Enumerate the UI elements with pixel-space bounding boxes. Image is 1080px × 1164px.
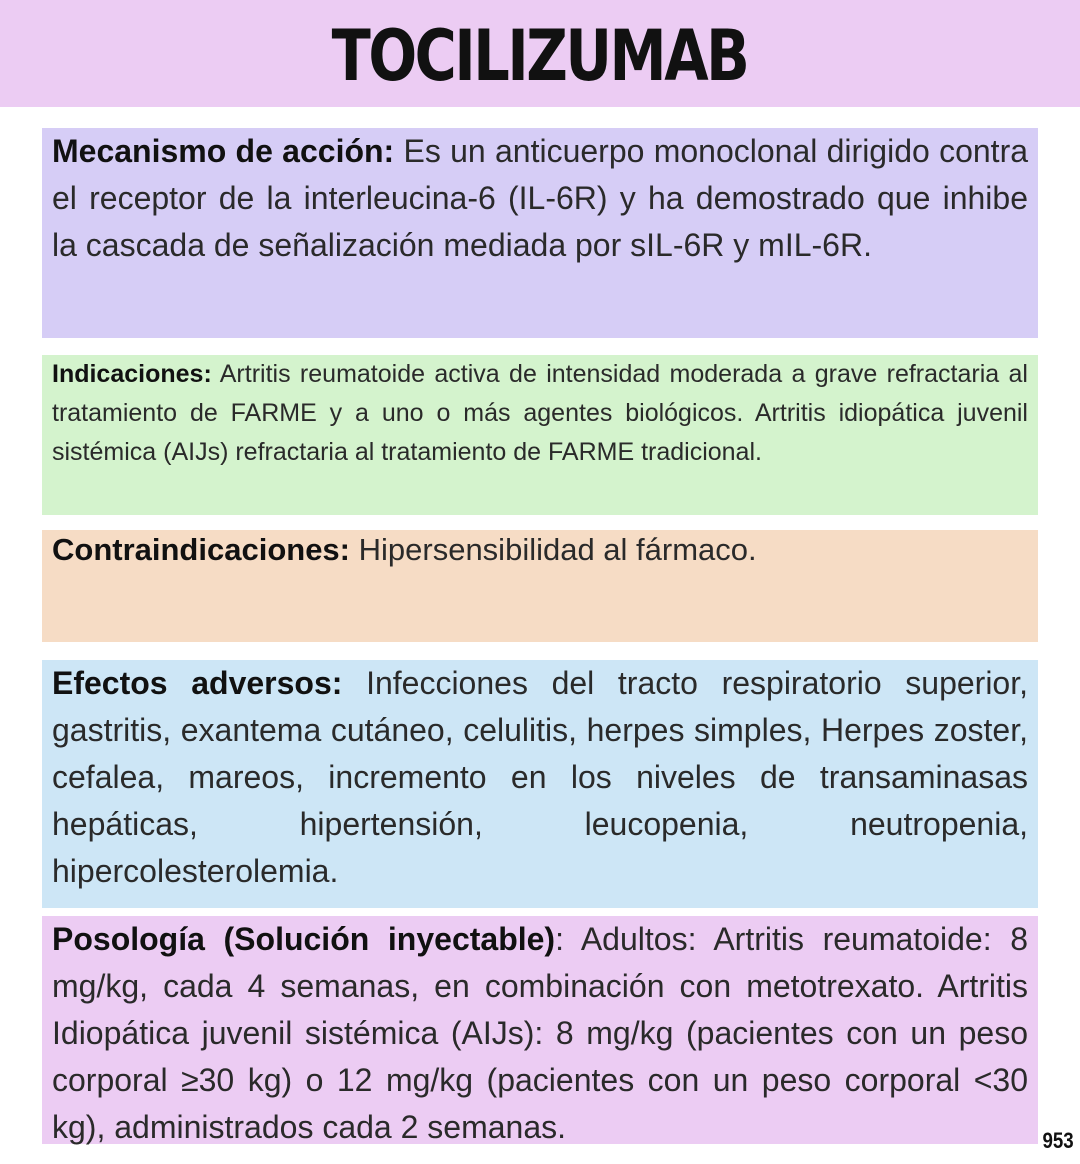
section-mecanismo xyxy=(42,128,1038,338)
section-contraindicaciones xyxy=(42,530,1038,642)
section-indicaciones xyxy=(42,355,1038,515)
section-text: : Adultos: Artritis reumatoide: 8 mg/kg, cada 4 semanas, en combinación con metotrexato. Artritis Idiopática juvenil sistémica (AIJs): 8 mg/kg (pacientes con un peso corporal ≥30 kg) o 12 mg/kg (pacientes con un peso corporal <30 kg), administrados cada 2 semanas. xyxy=(52,921,1029,1145)
section-efectos-adversos xyxy=(42,660,1038,908)
section-label: Posología (Solución inyectable) xyxy=(52,921,556,957)
section-posologia xyxy=(42,916,1038,1144)
title-bar xyxy=(0,0,1080,107)
section-label: Indicaciones: xyxy=(52,360,212,388)
section-label: Efectos adversos: xyxy=(52,665,343,701)
section-label: Mecanismo de acción: xyxy=(52,133,395,169)
section-text: Es un anticuerpo monoclonal dirigido contra el receptor de la interleucina-6 (IL-6R) y ha demostrado que inhibe la cascada de señalización mediada por sIL-6R y mIL-6R. xyxy=(52,133,1029,263)
page-title: TOCILIZUMAB xyxy=(332,14,748,97)
section-text: Artritis reumatoide activa de intensidad moderada a grave refractaria al tratamiento de FARME y a uno o más agentes biológicos. Artritis idiopática juvenil sistémica (AIJs) refractaria al tratamiento de FARME tradicional. xyxy=(52,360,1028,466)
section-text: Hipersensibilidad al fármaco. xyxy=(358,532,757,567)
page-number: 953 xyxy=(1042,1128,1074,1153)
section-label: Contraindicaciones: xyxy=(52,532,350,567)
section-text: Infecciones del tracto respiratorio superior, gastritis, exantema cutáneo, celulitis, herpes simples, Herpes zoster, cefalea, mareos, incremento en los niveles de transaminasas hepáticas, hipertensión, leucopenia, neutropenia, hipercolesterolemia. xyxy=(52,665,1029,889)
